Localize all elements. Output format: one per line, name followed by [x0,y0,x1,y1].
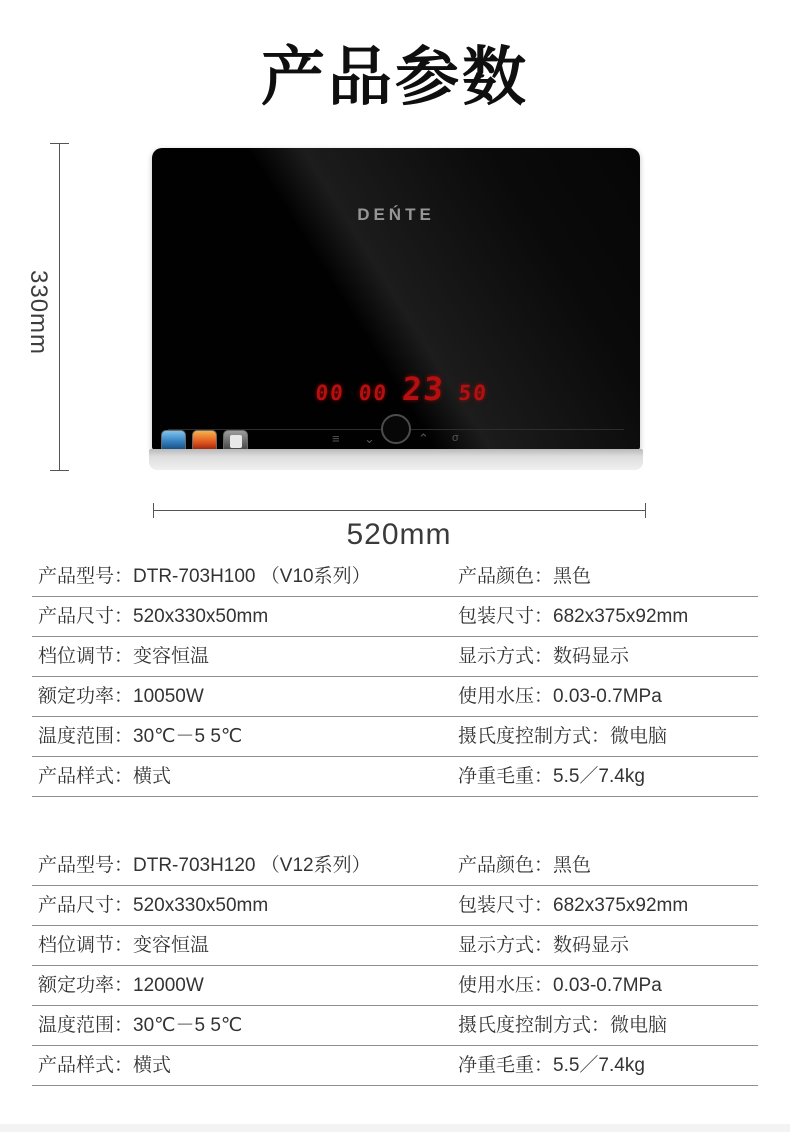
height-dimension-label: 330mm [25,270,52,356]
page-title: 产品参数 [261,41,529,113]
spec-size: 产品尺寸：520x330x50mm [38,606,269,627]
spec-table-v10 [32,557,758,797]
table-row [32,926,758,966]
spec-model: 产品型号：DTR-703H120 （V12系列） [38,855,371,876]
spec-size: 产品尺寸：520x330x50mm [38,895,269,916]
table-row [32,597,758,637]
spec-temp-control: 摄氏度控制方式：微电脑 [458,726,668,747]
chevron-up-icon: ⌃ [418,431,429,446]
power-button [381,414,411,444]
spec-color: 产品颜色：黑色 [458,855,592,876]
table-row [32,966,758,1006]
spec-temp-range: 温度范围：30℃－5 5℃ [38,726,243,747]
product-image [152,148,640,450]
brand-logo: DEŃTE [357,205,435,224]
spec-color: 产品颜色：黑色 [458,566,592,587]
width-dimension-cap-right [645,503,646,518]
spec-weight: 净重毛重：5.5／7.4kg [458,766,645,787]
chevron-down-icon: ⌄ [364,431,375,446]
table-row [32,886,758,926]
table-row [32,1046,758,1086]
spec-weight: 净重毛重：5.5／7.4kg [458,1055,645,1076]
height-dimension-line [59,143,60,470]
spec-temp-range: 温度范围：30℃－5 5℃ [38,1015,243,1036]
device-base-trim [149,449,643,470]
spec-power: 额定功率：12000W [38,975,204,996]
spec-package-size: 包装尺寸：682x375x92mm [458,606,689,627]
height-dimension-cap-top [50,143,69,144]
led-display [300,370,503,408]
width-dimension-cap-left [153,503,154,518]
width-dimension-line [153,510,645,511]
height-dimension-cap-bottom [50,470,69,471]
spec-table-v12 [32,846,758,1086]
led-minutes: 00 [357,381,390,405]
spec-gear: 档位调节：变容恒温 [38,646,210,667]
spec-style: 产品样式：横式 [38,766,172,787]
table-row [32,677,758,717]
spec-package-size: 包装尺寸：682x375x92mm [458,895,689,916]
spec-temp-control: 摄氏度控制方式：微电脑 [458,1015,668,1036]
table-row [32,757,758,797]
mode-icon: σ [452,432,459,444]
spec-display: 显示方式：数码显示 [458,646,630,667]
spec-model: 产品型号：DTR-703H100 （V10系列） [38,566,371,587]
table-row [32,846,758,886]
footer-strip [0,1124,790,1132]
spec-power: 额定功率：10050W [38,686,204,707]
table-row [32,557,758,597]
spec-style: 产品样式：横式 [38,1055,172,1076]
menu-icon: ≡ [332,431,340,446]
led-temperature: 23 [400,370,447,408]
table-row [32,717,758,757]
spec-pressure: 使用水压：0.03-0.7MPa [458,975,662,996]
table-row [32,1006,758,1046]
width-dimension-label: 520mm [346,518,452,551]
spec-pressure: 使用水压：0.03-0.7MPa [458,686,662,707]
led-setpoint: 50 [457,381,489,405]
table-row [32,637,758,677]
spec-gear: 档位调节：变容恒温 [38,935,210,956]
led-hours: 00 [314,381,346,405]
spec-display: 显示方式：数码显示 [458,935,630,956]
